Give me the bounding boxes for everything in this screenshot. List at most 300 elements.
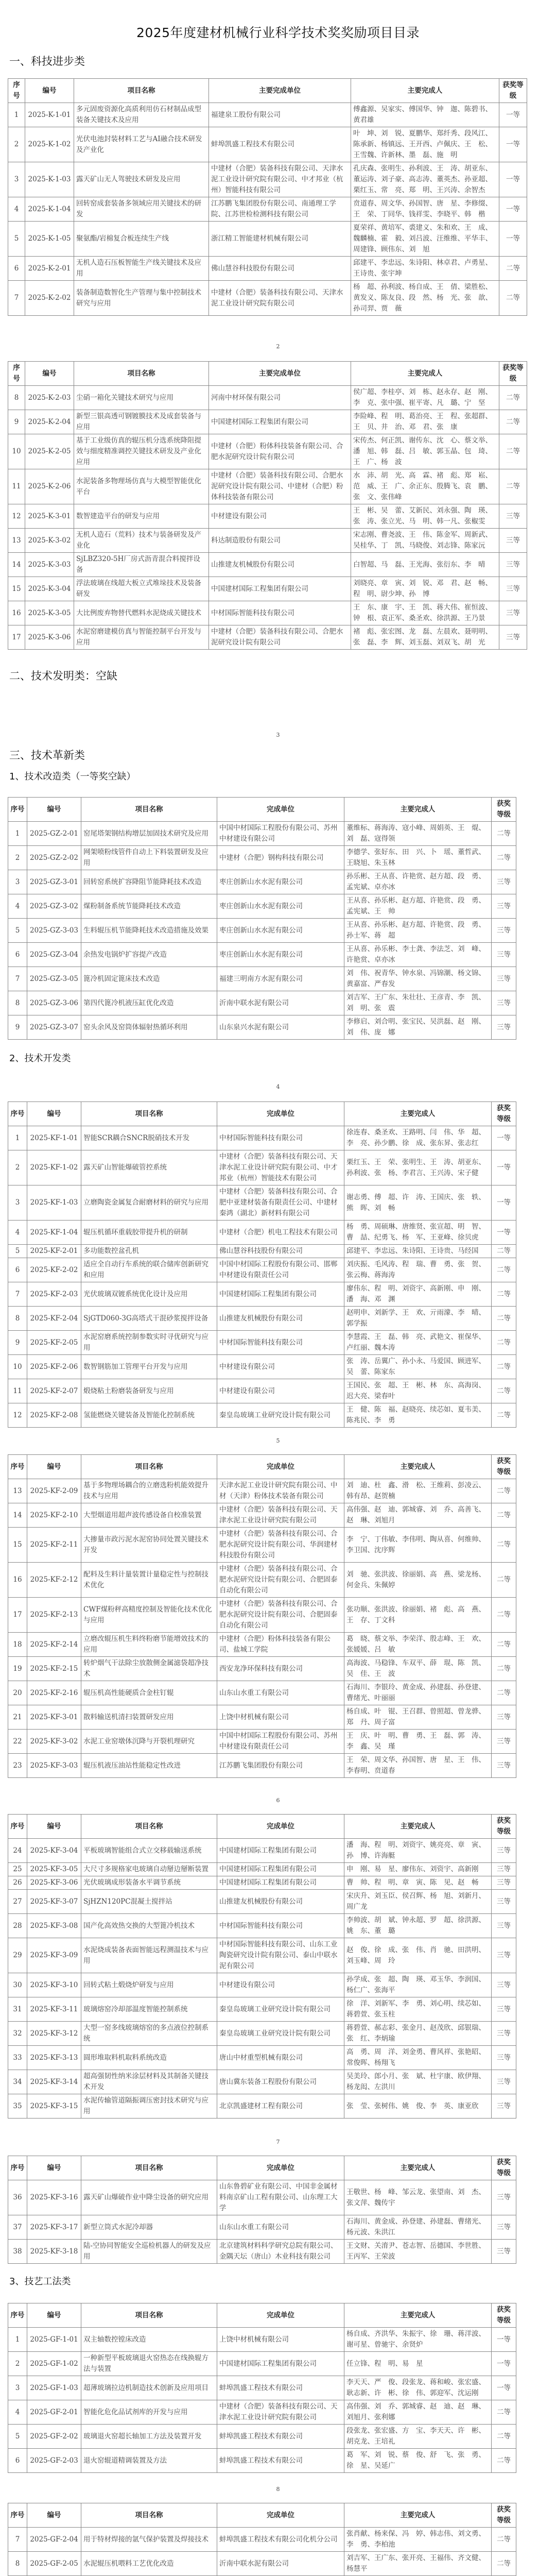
table-row <box>8 2215 516 2240</box>
cell-people: 夏荣祥、黄培军、裘建义、朱和欢、王 成、魏麟楠、霍 毅、刘吕波、汪维维、平华丰、周建锋、顾伟东、刘 旭 <box>351 222 499 257</box>
cell-code: 2025-K-1-03 <box>25 162 74 197</box>
cell-people: 廖伟东、程 明、刘资宇、高新刚、申 刚、潘 海、邓 渊 <box>344 1282 492 1307</box>
cell-code: 2025-KF-1-01 <box>27 1126 81 1150</box>
document-title: 2025年度建材机械行业科学技术奖奖励项目目录 <box>136 25 420 40</box>
cell-unit: 山东泉兴水泥有限公司 <box>217 1015 344 1040</box>
cell-unit: 山推建友机械股份有限公司 <box>217 1307 344 1331</box>
table-row <box>8 222 527 257</box>
cell-grade: 三等 <box>492 943 516 967</box>
cell-grade: 三等 <box>492 1839 516 1863</box>
cell-project-name: 适应全自动行车系统的联合储库创新研究和应用 <box>81 1258 217 1282</box>
header-project-name: 项目名称 <box>81 1102 217 1126</box>
cell-project-name: 无机人造石（荒料）技术与装备研发及产业化 <box>74 529 209 553</box>
cell-seq: 15 <box>8 1528 27 1563</box>
cell-seq: 7 <box>8 1282 27 1307</box>
header-people: 主要完成人 <box>344 1815 492 1839</box>
table-row <box>8 1876 516 1890</box>
table-header-row <box>8 362 527 386</box>
cell-code: 2025-K-3-03 <box>25 553 74 577</box>
header-project-name: 项目名称 <box>81 2503 217 2528</box>
subsection-heading-tech-development: 2、技术开发类 <box>9 1053 71 1064</box>
cell-people: 孙学成、张 超、陶 瑛、邓玉华、李润国、杨仁广、张海平 <box>344 1973 492 1997</box>
cell-code: 2025-GZ-3-01 <box>27 870 81 894</box>
cell-grade: 三等 <box>492 967 516 991</box>
header-unit: 完成单位 <box>217 1455 344 1479</box>
cell-seq: 3 <box>8 870 27 894</box>
cell-seq: 6 <box>8 1258 27 1282</box>
table-row <box>8 197 527 222</box>
cell-unit: 中建材（合肥）装备科技有限公司、天津水泥工业设计研究院有限公司 <box>217 2400 344 2425</box>
cell-unit: 中材建设有限公司 <box>217 1973 344 1997</box>
cell-code: 2025-K-1-01 <box>25 103 74 127</box>
cell-grade: 一等 <box>492 1150 516 1185</box>
cell-grade: 三等 <box>492 1997 516 2022</box>
cell-people: 石海川、李银玲、黄金成、孙建磊、孙登建、曹绪光、叶丽丽 <box>344 1681 492 1705</box>
cell-grade: 二等 <box>499 434 527 469</box>
table-row <box>8 1633 516 1657</box>
table-row <box>8 1890 516 1914</box>
cell-project-name: 双主轴数控镗床改造 <box>81 2328 217 2352</box>
cell-grade: 二等 <box>492 1657 516 1681</box>
cell-unit: 中建材（合肥）装备科技有限公司、天津水泥工业设计研究院有限公司 <box>217 1503 344 1528</box>
cell-unit: 佛山慧谷科技股份有限公司 <box>217 1245 344 1258</box>
cell-grade: 三等 <box>492 2022 516 2046</box>
cell-project-name: 第四代篦冷机液压缸优化改造 <box>81 991 217 1015</box>
cell-seq: 4 <box>8 197 25 222</box>
table-row <box>8 1973 516 1997</box>
cell-project-name: 水泥传输管道隔振调压密封技术研究与应用 <box>81 2094 217 2119</box>
cell-grade: 三等 <box>492 2094 516 2119</box>
cell-people: 潘 海、程 明、刘资宇、姚亮亮、章 寅、孙 博、许海艇 <box>344 1839 492 1863</box>
table-row <box>8 1705 516 1730</box>
cell-code: 2025-KF-3-17 <box>27 2215 81 2240</box>
cell-code: 2025-KF-3-18 <box>27 2240 81 2264</box>
cell-seq: 14 <box>8 553 25 577</box>
header-code: 编号 <box>27 1815 81 1839</box>
cell-code: 2025-GF-2-04 <box>27 2528 81 2552</box>
cell-unit: 佛山慧谷科技股份有限公司 <box>209 257 351 281</box>
cell-code: 2025-KF-3-13 <box>27 2046 81 2070</box>
cell-code: 2025-KF-2-16 <box>27 1681 81 1705</box>
cell-unit: 中建材（合肥）装备科技有限公司、合肥水泥研究设计院有限公司、合肥固泰自动化有限公司 <box>217 1563 344 1598</box>
cell-unit: 上饶中材机械有限公司 <box>217 1705 344 1730</box>
cell-project-name: 光伏玻璃双镀系统优化设计及应用 <box>81 1282 217 1307</box>
cell-people: 褚 彪、张宏图、龙 磊、左晨欢、聂明明、张 磊、李 辉、刘玉磊、刘双飞、胡 光 <box>351 625 499 650</box>
cell-project-name: 回转式粘土煅烧炉研发与应用 <box>81 1973 217 1997</box>
cell-code: 2025-K-3-01 <box>25 504 74 529</box>
cell-people: 杨自成、齐洪华、朱振宇、徐 珊、蒋洋波、谢可星、曾驰宇、余贤炉 <box>344 2328 492 2352</box>
cell-project-name: 光伏电池封装材料工艺与AI融合技术研发及产业化 <box>74 127 209 162</box>
cell-project-name: 一种新型平板玻璃退火窑热态在线换辊方法与装置 <box>81 2352 217 2376</box>
cell-project-name: 水泥装备多物理场仿真与大模型智能优化平台 <box>74 469 209 504</box>
cell-unit: 山推建友机械股份有限公司 <box>217 1890 344 1914</box>
header-unit: 主要完成单位 <box>209 79 351 103</box>
cell-project-name: 余热发电锅炉扩容提产改造 <box>81 943 217 967</box>
cell-seq: 4 <box>8 2400 27 2425</box>
table-row <box>8 967 516 991</box>
cell-unit: 中建材（合肥）装备科技有限公司、合肥水泥研究设计院有限公司、中建材（合肥）粉体科技装备有限公司 <box>209 469 351 504</box>
header-seq: 序号 <box>8 2303 27 2328</box>
table-row <box>8 1681 516 1705</box>
cell-seq: 2 <box>8 1150 27 1185</box>
cell-project-name: 露天矿山无人驾驶技术研发及应用 <box>74 162 209 197</box>
header-code: 编号 <box>27 2156 81 2180</box>
cell-seq: 14 <box>8 1503 27 1528</box>
cell-unit: 北京建筑材料科学研究总院有限公司、金隅天坛（唐山）木业科技有限公司 <box>217 2240 344 2264</box>
cell-people: 贲道春、周文华、孙国智、唐 星、李修缀、王 荣、丁同华、钱祥雯、李晓平、韩 楷 <box>351 197 499 222</box>
cell-seq: 22 <box>8 1730 27 1754</box>
table-row <box>8 625 527 650</box>
cell-seq: 5 <box>8 222 25 257</box>
cell-seq: 7 <box>8 281 25 316</box>
cell-grade: 一等 <box>499 103 527 127</box>
awards-table <box>8 2156 516 2264</box>
header-project-name: 项目名称 <box>81 2156 217 2180</box>
cell-grade: 三等 <box>492 919 516 943</box>
cell-project-name: 数智建造平台的研发与应用 <box>74 504 209 529</box>
cell-code: 2025-KF-2-09 <box>27 1479 81 1503</box>
cell-unit: 秦皇岛玻璃工业研究设计院有限公司 <box>217 1403 344 1428</box>
table-row <box>8 2425 516 2449</box>
table-row <box>8 846 516 870</box>
cell-unit: 蚌埠凯盛工程技术有限公司 <box>209 127 351 162</box>
cell-unit: 山东山水重工有限公司 <box>217 2215 344 2240</box>
cell-people: 白智超、马 磊、王光海、张衍东、李 晴 <box>351 553 499 577</box>
cell-people: 叶 坤、刘 锐、夏鹏华、郑纤秀、段风江、陈承新、杨镇远、王开西、卢佩庆、王 松、王雪魏、许新林、墨 磊、施 明 <box>351 127 499 162</box>
cell-code: 2025-KF-3-09 <box>27 1938 81 1973</box>
cell-unit: 中国建材国际工程集团有限公司 <box>209 577 351 601</box>
cell-grade: 三等 <box>492 1754 516 1778</box>
table-row <box>8 2352 516 2376</box>
cell-unit: 中建材（合肥）装备科技有限公司、合肥水泥研究设计院有限公司、华润建材科技股份有限公司 <box>217 1528 344 1563</box>
table-header-row <box>8 1102 516 1126</box>
cell-people: 高海波、马稳锋、车双平、薛 琨、陈 凯、吴 佳、王 波 <box>344 1657 492 1681</box>
cell-grade: 一等 <box>499 197 527 222</box>
table-row <box>8 1503 516 1528</box>
cell-seq: 8 <box>8 386 25 410</box>
cell-grade: 三等 <box>492 1863 516 1876</box>
cell-people: 高伟强、赵 迪、郭城睿、刘 乔、高善飞、赵 琳、刘旭月 <box>344 1503 492 1528</box>
cell-seq: 3 <box>8 1185 27 1221</box>
cell-code: 2025-GF-2-03 <box>27 2449 81 2473</box>
cell-unit: 山推建友机械股份有限公司 <box>209 553 351 577</box>
cell-code: 2025-GF-2-05 <box>27 2552 81 2576</box>
cell-grade: 二等 <box>492 1307 516 1331</box>
cell-seq: 16 <box>8 601 25 625</box>
cell-grade: 二等 <box>492 1633 516 1657</box>
header-code: 编号 <box>25 362 74 386</box>
cell-project-name: 超高强韧性纳米涂层材料及其制备关键技术开发 <box>81 2070 217 2094</box>
cell-seq: 15 <box>8 577 25 601</box>
table-row <box>8 1355 516 1379</box>
cell-project-name: 回转窑系统扩容降阻节能降耗技术改造 <box>81 870 217 894</box>
cell-seq: 18 <box>8 1633 27 1657</box>
cell-grade: 三等 <box>492 991 516 1015</box>
table-header-row <box>8 79 527 103</box>
cell-grade: 二等 <box>492 1355 516 1379</box>
cell-people: 杨自成、叶 锟、王召群、曾照超、曾龙骅、郑 丹、周子富 <box>344 1705 492 1730</box>
cell-seq: 17 <box>8 625 25 650</box>
cell-people: 孔庆森、张明生、孙利波、王 涛、胡亚东、董运涛、刘子豪、高志涛、董英杰、孙亚超、栗红玉、常 亮、郑 明、王兴涛、余智杰 <box>351 162 499 197</box>
cell-grade: 三等 <box>499 625 527 650</box>
cell-project-name: 氢能燃烧关键装备及智能化控制系统 <box>81 1403 217 1428</box>
cell-grade: 三等 <box>492 1938 516 1973</box>
table-row <box>8 1221 516 1245</box>
table-row <box>8 1863 516 1876</box>
cell-code: 2025-GF-1-01 <box>27 2328 81 2352</box>
table-row <box>8 1150 516 1185</box>
cell-people: 刘吉军、王广东、张开亮、王福伟、齐文健、杨慧平 <box>344 2552 492 2576</box>
cell-project-name: 国产化高效热交换的大型篦冷机技术 <box>81 1914 217 1938</box>
header-project-name: 项目名称 <box>74 362 209 386</box>
cell-seq: 36 <box>8 2180 27 2215</box>
table-row <box>8 2328 516 2352</box>
cell-grade: 三等 <box>499 553 527 577</box>
table-row <box>8 2094 516 2119</box>
cell-code: 2025-KF-2-07 <box>27 1379 81 1403</box>
cell-project-name: 超薄玻璃拉边机制造技术创新及应用项目 <box>81 2376 217 2400</box>
cell-seq: 4 <box>8 894 27 919</box>
cell-project-name: 基于工业级仿真的辊压机分选系统降阻提效与细度精准调控关键技术研发及产业化应用 <box>74 434 209 469</box>
header-grade: 获奖等级 <box>499 362 527 386</box>
cell-seq: 38 <box>8 2240 27 2264</box>
cell-seq: 4 <box>8 1221 27 1245</box>
page-number: 6 <box>276 1797 280 1804</box>
table-row <box>8 1185 516 1221</box>
cell-grade: 二等 <box>492 2552 516 2576</box>
cell-project-name: 多元固废资源化高质利用仿石材制品成型装备关键技术及应用 <box>74 103 209 127</box>
cell-code: 2025-KF-3-04 <box>27 1839 81 1863</box>
cell-grade: 三等 <box>499 577 527 601</box>
cell-project-name: 多功能数控盆孔机 <box>81 1245 217 1258</box>
table-row <box>8 1479 516 1503</box>
awards-table <box>8 1814 516 2119</box>
table-row <box>8 2400 516 2425</box>
cell-unit: 中国中材国际工程股份有限公司、邯郸中材建设有限责任公司 <box>217 1258 344 1282</box>
table-row <box>8 504 527 529</box>
cell-grade: 三等 <box>492 2215 516 2240</box>
header-grade: 获奖等级 <box>492 798 516 822</box>
header-seq: 序号 <box>8 362 25 386</box>
cell-code: 2025-KF-3-02 <box>27 1730 81 1754</box>
cell-unit: 山东鲁碧矿业有限公司、中国非金属材料南京矿山工程有限公司、山东理工大学 <box>217 2180 344 2215</box>
table-row <box>8 1598 516 1633</box>
cell-unit: 唐山中材重型机械有限公司 <box>217 2046 344 2070</box>
cell-seq: 5 <box>8 2425 27 2449</box>
cell-seq: 9 <box>8 1015 27 1040</box>
cell-unit: 中材建设有限公司 <box>209 504 351 529</box>
header-people: 主要完成人 <box>344 1102 492 1126</box>
table-row <box>8 1245 516 1258</box>
cell-project-name: 散料输送机清扫装置研发应用 <box>81 1705 217 1730</box>
cell-seq: 27 <box>8 1890 27 1914</box>
awards-table <box>8 1101 516 1428</box>
subsection-heading-craft-methods: 3、技艺工法类 <box>9 2276 71 2287</box>
cell-project-name: 大掺量市政污泥水泥窑协同处置关键技术开发 <box>81 1528 217 1563</box>
cell-unit: 枣庄创新山水水泥有限公司 <box>217 943 344 967</box>
cell-unit: 中建材（合肥）钢构科技有限公司 <box>217 846 344 870</box>
cell-people: 刘 迪、杜 鑫、滑 松、王维莉、彭凌云、韩有昂、赵贺楠 <box>344 1479 492 1503</box>
table-row <box>8 1015 516 1040</box>
cell-code: 2025-KF-2-05 <box>27 1331 81 1355</box>
table-row <box>8 1839 516 1863</box>
cell-project-name: 窑尾塔架钢结构增层加固技术研究及应用 <box>81 822 217 846</box>
cell-project-name: 智能化危化品试剂库的开发与应用 <box>81 2400 217 2425</box>
cell-grade: 三等 <box>492 1914 516 1938</box>
table-header-row <box>8 798 516 822</box>
cell-unit: 山东山水重工有限公司 <box>217 1681 344 1705</box>
cell-people: 董维标、蒋海涛、寇小峰、周娟英、王 焜、刘 磊、寇得领 <box>344 822 492 846</box>
cell-unit: 中材国际智能科技有限公司、山东工业陶瓷研究设计院有限公司、泰山中联水泥有限公司 <box>217 1938 344 1973</box>
header-code: 编号 <box>25 79 74 103</box>
table-row <box>8 1307 516 1331</box>
table-row <box>8 2046 516 2070</box>
cell-unit: 中国中材国际工程股份有限公司、苏州中材建设有限公司 <box>217 822 344 846</box>
cell-code: 2025-KF-2-06 <box>27 1355 81 1379</box>
cell-people: 孙乐彬、王从喜、许艳赏、赵方超、段 勇、孟宪斌、卓亦冰 <box>344 870 492 894</box>
header-people: 主要完成人 <box>351 79 499 103</box>
cell-people: 王 健、陈 福、赵晓亮、续芯如、夏韦美、陈兆民、李 勇 <box>344 1403 492 1428</box>
cell-code: 2025-K-2-01 <box>25 257 74 281</box>
awards-table <box>8 1454 516 1778</box>
cell-project-name: 煅烧粘土粉磨装备研发与应用 <box>81 1379 217 1403</box>
header-people: 主要完成人 <box>344 1455 492 1479</box>
cell-seq: 1 <box>8 822 27 846</box>
awards-table <box>8 2303 516 2473</box>
cell-seq: 2 <box>8 2352 27 2376</box>
cell-unit: 中建材（合肥）装备科技有限公司、天津水泥工业设计研究院有限公司、中才邦业（杭州）智能科技有限公司 <box>209 162 351 197</box>
cell-people: 张 涛、岳翼广、孙小永、马爱国、顾进军、吴 蕾、陈家东 <box>344 1355 492 1379</box>
cell-project-name: 新型三银高透可钢镀膜技术及成套装备与应用 <box>74 410 209 434</box>
cell-code: 2025-GF-2-01 <box>27 2400 81 2425</box>
cell-code: 2025-KF-2-14 <box>27 1633 81 1657</box>
table-row <box>8 822 516 846</box>
cell-project-name: 基于多物理场耦合的立磨选粉机能效提升技术与应用 <box>81 1479 217 1503</box>
cell-people: 王 庆、叶 明、曹 勇、王 磊、郭 涛、李 鑫、吴 瑾 <box>344 1730 492 1754</box>
header-unit: 完成单位 <box>217 1102 344 1126</box>
cell-people: 水 沛、胡 光、高 霖、褚 彪、郑 崧、范 威、王 广、余正东、殷腾飞、袁 鹏、张 文、张伟峰 <box>351 469 499 504</box>
cell-unit: 福建泉工股份有限公司 <box>209 103 351 127</box>
cell-project-name: 篦冷机固定篦床技术改造 <box>81 967 217 991</box>
header-seq: 序号 <box>8 798 27 822</box>
table-row <box>8 1258 516 1282</box>
cell-unit: 枣庄创新山水水泥有限公司 <box>217 894 344 919</box>
cell-seq: 1 <box>8 103 25 127</box>
header-project-name: 项目名称 <box>81 1455 217 1479</box>
cell-project-name: 回转窑成套装备多领域应用关键技术的研发 <box>74 197 209 222</box>
cell-code: 2025-GZ-3-06 <box>27 991 81 1015</box>
header-project-name: 项目名称 <box>81 2303 217 2328</box>
table-row <box>8 434 527 469</box>
cell-grade: 一等 <box>492 1185 516 1221</box>
cell-code: 2025-KF-2-13 <box>27 1598 81 1633</box>
header-unit: 完成单位 <box>217 2303 344 2328</box>
cell-code: 2025-K-1-02 <box>25 127 74 162</box>
cell-seq: 3 <box>8 162 25 197</box>
cell-people: 赵 俊、徐 成、张 伟、肖 驰、田洪明、刘玉峰、周 玲 <box>344 1938 492 1973</box>
cell-seq: 12 <box>8 1403 27 1428</box>
cell-grade: 三等 <box>499 529 527 553</box>
header-unit: 完成单位 <box>217 1815 344 1839</box>
table-row <box>8 577 527 601</box>
cell-people: 张功顺、张洪波、徐丽娟、褚 彪、高 燕、王 存、丁文科 <box>344 1598 492 1633</box>
cell-seq: 2 <box>8 127 25 162</box>
cell-unit: 中国建材国际工程集团有限公司 <box>217 2352 344 2376</box>
cell-people: 蒋碧萱、郝志彩、张金月、赵茂欣、邱银瑞、张 红、李炳瑜 <box>344 2022 492 2046</box>
cell-seq: 9 <box>8 410 25 434</box>
cell-unit: 中建材（合肥）装备科技有限公司、合肥水泥研究设计院有限公司、合肥固泰自动化有限公司 <box>217 1598 344 1633</box>
cell-grade: 二等 <box>499 281 527 316</box>
cell-seq: 6 <box>8 257 25 281</box>
cell-grade: 二等 <box>492 1403 516 1428</box>
cell-grade: 一等 <box>492 1221 516 1245</box>
cell-seq: 17 <box>8 1598 27 1633</box>
cell-unit: 中材国际智能科技有限公司 <box>217 1126 344 1150</box>
header-unit: 完成单位 <box>217 2503 344 2528</box>
cell-unit: 福建三明南方水泥有限公司 <box>217 967 344 991</box>
header-unit: 完成单位 <box>217 2156 344 2180</box>
cell-project-name: CWF煤粉秤高精度控制及智能化技术优化与应用 <box>81 1598 217 1633</box>
table-row <box>8 1563 516 1598</box>
cell-seq: 9 <box>8 1331 27 1355</box>
cell-project-name: 装备制造数智化生产管理与集中控制技术研究与应用 <box>74 281 209 316</box>
cell-seq: 12 <box>8 504 25 529</box>
cell-grade: 三等 <box>492 2180 516 2215</box>
cell-unit: 中材建设有限公司 <box>217 1355 344 1379</box>
cell-seq: 5 <box>8 1245 27 1258</box>
cell-code: 2025-KF-1-03 <box>27 1185 81 1221</box>
awards-table <box>8 78 527 316</box>
table-header-row <box>8 2503 516 2528</box>
table-row <box>8 919 516 943</box>
cell-seq: 37 <box>8 2215 27 2240</box>
header-seq: 序号 <box>8 1102 27 1126</box>
cell-unit: 蚌埠凯盛工程技术有限公司 <box>217 2376 344 2400</box>
header-seq: 序号 <box>8 79 25 103</box>
cell-unit: 科达制造股份有限公司 <box>209 529 351 553</box>
header-code: 编号 <box>27 2303 81 2328</box>
cell-unit: 中建材（合肥）粉体科技装备有限公司、盐城工学院 <box>217 1633 344 1657</box>
header-grade: 获奖等级 <box>492 2303 516 2328</box>
header-seq: 序号 <box>8 2503 27 2528</box>
cell-grade: 三等 <box>492 870 516 894</box>
cell-code: 2025-KF-2-01 <box>27 1245 81 1258</box>
cell-people: 李慧霞、王 磊、韩 亮、武艳文、崔保华、卢红丽、魏本涛 <box>344 1331 492 1355</box>
cell-grade: 二等 <box>492 1503 516 1528</box>
cell-people: 邱建平、李忠远、朱诗阳、林卓君、卢勇星、王诗贵、张宇坤 <box>351 257 499 281</box>
cell-grade: 二等 <box>492 1258 516 1282</box>
table-header-row <box>8 1815 516 1839</box>
cell-grade: 二等 <box>492 1479 516 1503</box>
cell-code: 2025-GF-2-02 <box>27 2425 81 2449</box>
cell-project-name: 露天矿山爆破作业中降尘设备的研究应用 <box>81 2180 217 2215</box>
cell-people: 葛 军、刘 锐、蔡 俊、舒 飞、张 勇、徐 星、吴延广 <box>344 2449 492 2473</box>
table-row <box>8 2022 516 2046</box>
cell-project-name: 露天矿山智能爆破管控系统 <box>81 1150 217 1185</box>
cell-project-name: 无机人造石压板智能生产线关键技术及应用 <box>74 257 209 281</box>
cell-unit: 蚌埠凯盛工程技术有限公司 <box>217 2425 344 2449</box>
cell-code: 2025-KF-3-05 <box>27 1863 81 1876</box>
cell-grade: 三等 <box>492 1705 516 1730</box>
section-heading-tech-invention: 二、技术发明类：空缺 <box>9 670 117 682</box>
table-row <box>8 410 527 434</box>
cell-code: 2025-K-2-05 <box>25 434 74 469</box>
cell-code: 2025-KF-1-04 <box>27 1221 81 1245</box>
cell-seq: 8 <box>8 1307 27 1331</box>
table-row <box>8 2376 516 2400</box>
cell-people: 李天天、严 俊、段张龙、蒋和峻、张宏盛、耿志新、许 彬、徐 伟、郭迎军、沈运刚 <box>344 2376 492 2400</box>
cell-unit: 枣庄创新山水水泥有限公司 <box>217 919 344 943</box>
